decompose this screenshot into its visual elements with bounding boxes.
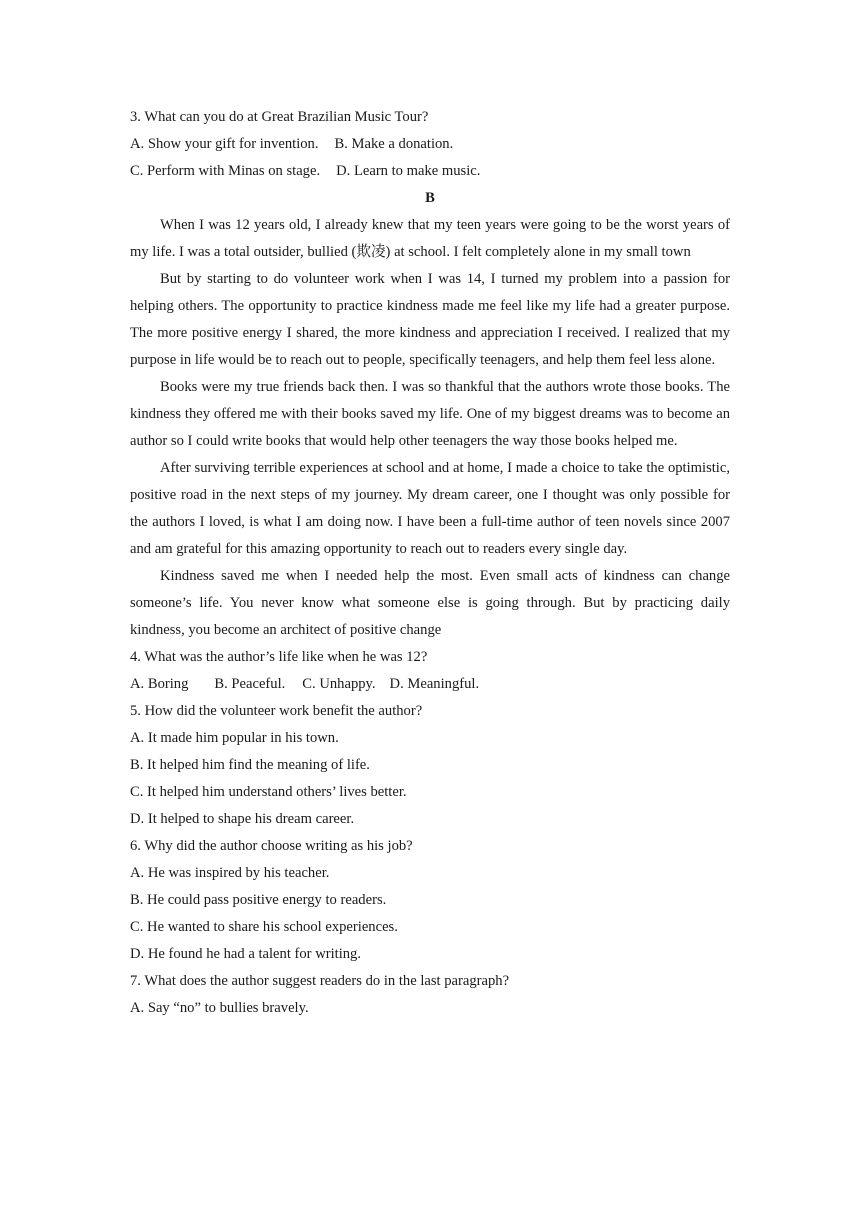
section-title: B	[425, 190, 435, 206]
question-4: 4. What was the author’s life like when he was 12?	[130, 649, 428, 665]
question-5-option-b: B. It helped him find the meaning of life.	[130, 757, 370, 773]
passage-paragraph-2: But by starting to do volunteer work when I was 14, I turned my problem into a passion for helping others. The opportunity to practice kindness made me feel like my life had a greater purpose. The more positive energy I shared, the more kindness and appreciation I received. I realized that my purpose in life would be to reach out to people, specifically teenagers, and help them feel less alone.	[130, 271, 730, 368]
question-7-option-a: A. Say “no” to bullies bravely.	[130, 1000, 309, 1016]
question-3-options-row-2	[130, 158, 730, 185]
question-6-option-c: C. He wanted to share his school experiences.	[130, 919, 398, 935]
question-4-option-d: D. Meaningful.	[389, 676, 480, 692]
question-4-option-a: A. Boring	[130, 676, 189, 692]
passage-paragraph-3: Books were my true friends back then. I was so thankful that the authors wrote those books. The kindness they offered me with their books saved my life. One of my biggest dreams was to become an author so I could write books that would help other teenagers the way those books helped me.	[130, 379, 730, 449]
question-3-options-row-1	[130, 131, 730, 158]
question-3-option-b: B. Make a donation.	[334, 136, 454, 152]
question-3: 3. What can you do at Great Brazilian Music Tour?	[130, 109, 429, 125]
question-3-option-d: D. Learn to make music.	[336, 163, 481, 179]
question-3-option-c: C. Perform with Minas on stage.	[130, 163, 321, 179]
question-5-option-c: C. It helped him understand others’ lives better.	[130, 784, 407, 800]
question-6: 6. Why did the author choose writing as his job?	[130, 838, 413, 854]
question-3-option-a: A. Show your gift for invention.	[130, 136, 319, 152]
question-6-option-a: A. He was inspired by his teacher.	[130, 865, 330, 881]
question-7: 7. What does the author suggest readers do in the last paragraph?	[130, 973, 510, 989]
passage-paragraph-4: After surviving terrible experiences at school and at home, I made a choice to take the optimistic, positive road in the next steps of my journey. My dream career, one I thought was only possible for the authors I loved, is what I am doing now. I have been a full-time author of teen novels since 2007 and am grateful for this amazing opportunity to reach out to readers every single day.	[130, 460, 730, 557]
question-5-option-d: D. It helped to shape his dream career.	[130, 811, 355, 827]
question-4-options-row	[130, 671, 730, 698]
question-6-option-d: D. He found he had a talent for writing.	[130, 946, 361, 962]
question-5-option-a: A. It made him popular in his town.	[130, 730, 339, 746]
question-6-option-b: B. He could pass positive energy to readers.	[130, 892, 387, 908]
passage-paragraph-1: When I was 12 years old, I already knew that my teen years were going to be the worst years of my life. I was a total outsider, bullied (欺凌) at school. I felt completely alone in my small town	[130, 217, 730, 260]
passage-paragraph-5: Kindness saved me when I needed help the most. Even small acts of kindness can change someone’s life. You never know what someone else is going through. But by practicing daily kindness, you become an architect of positive change	[130, 568, 730, 638]
question-4-option-b: B. Peaceful.	[214, 676, 286, 692]
question-5: 5. How did the volunteer work benefit the author?	[130, 703, 423, 719]
question-4-option-c: C. Unhappy.	[302, 676, 376, 692]
